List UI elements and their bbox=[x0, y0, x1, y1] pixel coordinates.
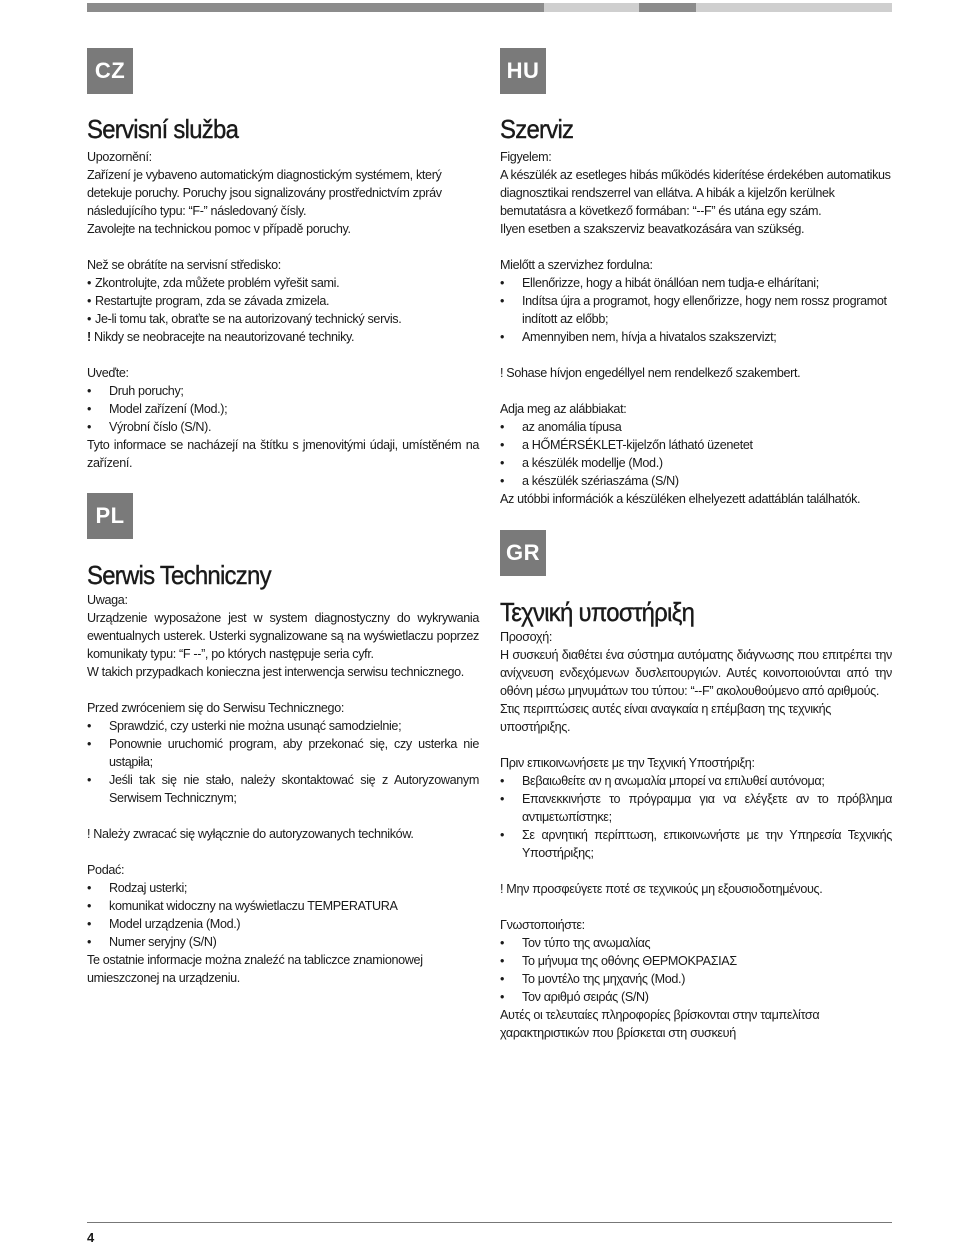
section-body-gr bbox=[500, 628, 892, 1042]
page-number: 4 bbox=[87, 1230, 95, 1245]
before-service-list bbox=[500, 274, 892, 346]
before-service-label: Než se obrátíte na servisní středisko: bbox=[87, 258, 281, 272]
warning-text-2: W takich przypadkach konieczna jest interwencja serwisu technicznego. bbox=[87, 665, 464, 679]
warning-label: Προσοχή: bbox=[500, 630, 553, 644]
header-bar-segment bbox=[639, 3, 696, 12]
list-item: • Model zařízení (Mod.); bbox=[87, 400, 479, 418]
header-bar-segment bbox=[87, 3, 544, 12]
list-item: • Σε αρνητική περίπτωση, επικοινωνήστε με την Υπηρεσία Τεχνικής Υποστήριξης; bbox=[500, 826, 892, 862]
section-body-pl bbox=[87, 591, 479, 987]
list-item: • Výrobní číslo (S/N). bbox=[87, 418, 479, 436]
info-text: Te ostatnie informacje można znaleźć na tabliczce znamionowej umieszczonej na urządzeniu. bbox=[87, 953, 423, 985]
before-service-label: Πριν επικοινωνήσετε με την Τεχνική Υποστήριξη: bbox=[500, 756, 755, 770]
list-item: • Το μήνυμα της οθόνης ΘΕΡΜΟΚΡΑΣΙΑΣ bbox=[500, 952, 892, 970]
list-item: • Επανεκκινήστε το πρόγραμμα για να ελέγξετε αν το πρόβλημα αντιμετωπίστηκε; bbox=[500, 790, 892, 826]
never-warning: ! Należy zwracać się wyłącznie do autoryzowanych techników. bbox=[87, 827, 414, 841]
state-list bbox=[87, 382, 479, 436]
never-warning: ! Nikdy se neobracejte na neautorizované techniky. bbox=[87, 330, 355, 344]
list-item: • Ponownie uruchomić program, aby przekonać się, czy usterka nie ustąpiła; bbox=[87, 735, 479, 771]
warning-text-2: Στις περιπτώσεις αυτές είναι αναγκαία η επέμβαση της τεχνικής υποστήριξης. bbox=[500, 702, 831, 734]
list-item: • a készülék szériaszáma (S/N) bbox=[500, 472, 892, 490]
state-list bbox=[500, 934, 892, 1006]
state-label: Γνωστοποιήστε: bbox=[500, 918, 585, 932]
list-item: • Rodzaj usterki; bbox=[87, 879, 479, 897]
list-item: • Τον αριθμό σειράς (S/N) bbox=[500, 988, 892, 1006]
list-item: • Τον τύπο της ανωμαλίας bbox=[500, 934, 892, 952]
list-item: • Indítsa újra a programot, hogy ellenőrizze, hogy nem rossz programot indított az előbb; bbox=[500, 292, 892, 328]
section-body-cz bbox=[87, 148, 479, 472]
list-item: • Sprawdzić, czy usterki nie można usunąć samodzielnie; bbox=[87, 717, 479, 735]
info-text: Αυτές οι τελευταίες πληροφορίες βρίσκονται στην ταμπελίτσα χαρακτηριστικών που βρίσκεται στη συσκευή bbox=[500, 1008, 820, 1040]
list-item: • a HŐMÉRSÉKLET-kijelzőn látható üzenetet bbox=[500, 436, 892, 454]
section-title-gr: Τεχνική υποστήριξη bbox=[500, 597, 695, 627]
state-list bbox=[500, 418, 892, 490]
section-title-cz: Servisní služba bbox=[87, 114, 239, 144]
list-item: • a készülék modellje (Mod.) bbox=[500, 454, 892, 472]
info-text: Tyto informace se nacházejí na štítku s jmenovitými údaji, umístěném na zařízení. bbox=[87, 438, 479, 470]
state-list bbox=[87, 879, 479, 951]
never-warning: ! Μην προσφεύγετε ποτέ σε τεχνικούς μη εξουσιοδοτημένους. bbox=[500, 882, 823, 896]
list-item: • Amennyiben nem, hívja a hivatalos szakszervizt; bbox=[500, 328, 892, 346]
warning-text: Zařízení je vybaveno automatickým diagnostickým systémem, který detekuje poruchy. Poruchy jsou signalizovány prostřednictvím zpráv následujícího typu: “F-” následovaný čísly. bbox=[87, 168, 442, 218]
list-item: • Druh poruchy; bbox=[87, 382, 479, 400]
section-title-pl: Serwis Techniczny bbox=[87, 560, 271, 590]
warning-text-2: Ilyen esetben a szakszerviz beavatkozására van szükség. bbox=[500, 222, 805, 236]
warning-label: Upozornění: bbox=[87, 150, 152, 164]
list-item: • Numer seryjny (S/N) bbox=[87, 933, 479, 951]
list-item: • komunikat widoczny na wyświetlaczu TEMPERATURA bbox=[87, 897, 479, 915]
warning-text: Η συσκευή διαθέτει ένα σύστημα αυτόματης διάγνωσης που επιτρέπει την ανίχνευση ενδεχόμενων δυσλειτουργιών. Αυτές κοινοποιούνται από την οθόνη μέσω μηνυμάτων του τύπου: “--F” ακολουθούμενο από αριθμούς. bbox=[500, 648, 892, 698]
list-item: • Model urządzenia (Mod.) bbox=[87, 915, 479, 933]
list-item: • Restartujte program, zda se závada zmizela. bbox=[87, 292, 479, 310]
before-service-list bbox=[87, 274, 479, 328]
before-service-list bbox=[87, 717, 479, 807]
list-item: • Zkontrolujte, zda můžete problém vyřešit sami. bbox=[87, 274, 479, 292]
never-warning: ! Sohase hívjon engedéllyel nem rendelkező szakembert. bbox=[500, 366, 801, 380]
list-item: • Το μοντέλο της μηχανής (Mod.) bbox=[500, 970, 892, 988]
warning-label: Figyelem: bbox=[500, 150, 552, 164]
state-label: Uveďte: bbox=[87, 366, 129, 380]
section-title-hu: Szerviz bbox=[500, 114, 574, 144]
list-item: • Je-li tomu tak, obraťte se na autorizovaný technický servis. bbox=[87, 310, 479, 328]
footer-divider bbox=[87, 1222, 892, 1223]
warning-text-2: Zavolejte na technickou pomoc v případě poruchy. bbox=[87, 222, 351, 236]
state-label: Podać: bbox=[87, 863, 125, 877]
before-service-label: Przed zwróceniem się do Serwisu Technicznego: bbox=[87, 701, 345, 715]
before-service-label: Mielőtt a szervizhez fordulna: bbox=[500, 258, 653, 272]
warning-text: Urządzenie wyposażone jest w system diagnostyczny do wykrywania ewentualnych usterek. Usterki sygnalizowane są na wyświetlaczu poprzez komunikaty typu: “F --”, po których następuje seria cyfr. bbox=[87, 611, 479, 661]
info-text: Az utóbbi információk a készüléken elhelyezett adattáblán találhatók. bbox=[500, 492, 861, 506]
language-badge-pl: PL bbox=[87, 493, 133, 539]
header-bar-segment bbox=[544, 3, 639, 12]
language-badge-cz: CZ bbox=[87, 48, 133, 94]
list-item: • Jeśli tak się nie stało, należy skontaktować się z Autoryzowanym Serwisem Technicznym; bbox=[87, 771, 479, 807]
section-body-hu bbox=[500, 148, 892, 508]
list-item: • Ellenőrizze, hogy a hibát önállóan nem tudja-e elhárítani; bbox=[500, 274, 892, 292]
list-item: • az anomália típusa bbox=[500, 418, 892, 436]
warning-text: A készülék az esetleges hibás működés kiderítése érdekében automatikus diagnosztikai rendszerrel van ellátva. A hibák a kijelzőn kerülnek bemutatásra a következő formában: “--F” és utána egy szám. bbox=[500, 168, 891, 218]
warning-label: Uwaga: bbox=[87, 593, 128, 607]
language-badge-hu: HU bbox=[500, 48, 546, 94]
before-service-list bbox=[500, 772, 892, 862]
language-badge-gr: GR bbox=[500, 530, 546, 576]
state-label: Adja meg az alábbiakat: bbox=[500, 402, 627, 416]
list-item: • Βεβαιωθείτε αν η ανωμαλία μπορεί να επιλυθεί αυτόνομα; bbox=[500, 772, 892, 790]
header-bar-segment bbox=[696, 3, 892, 12]
never-warning-text: Nikdy se neobracejte na neautorizované techniky. bbox=[94, 330, 355, 344]
